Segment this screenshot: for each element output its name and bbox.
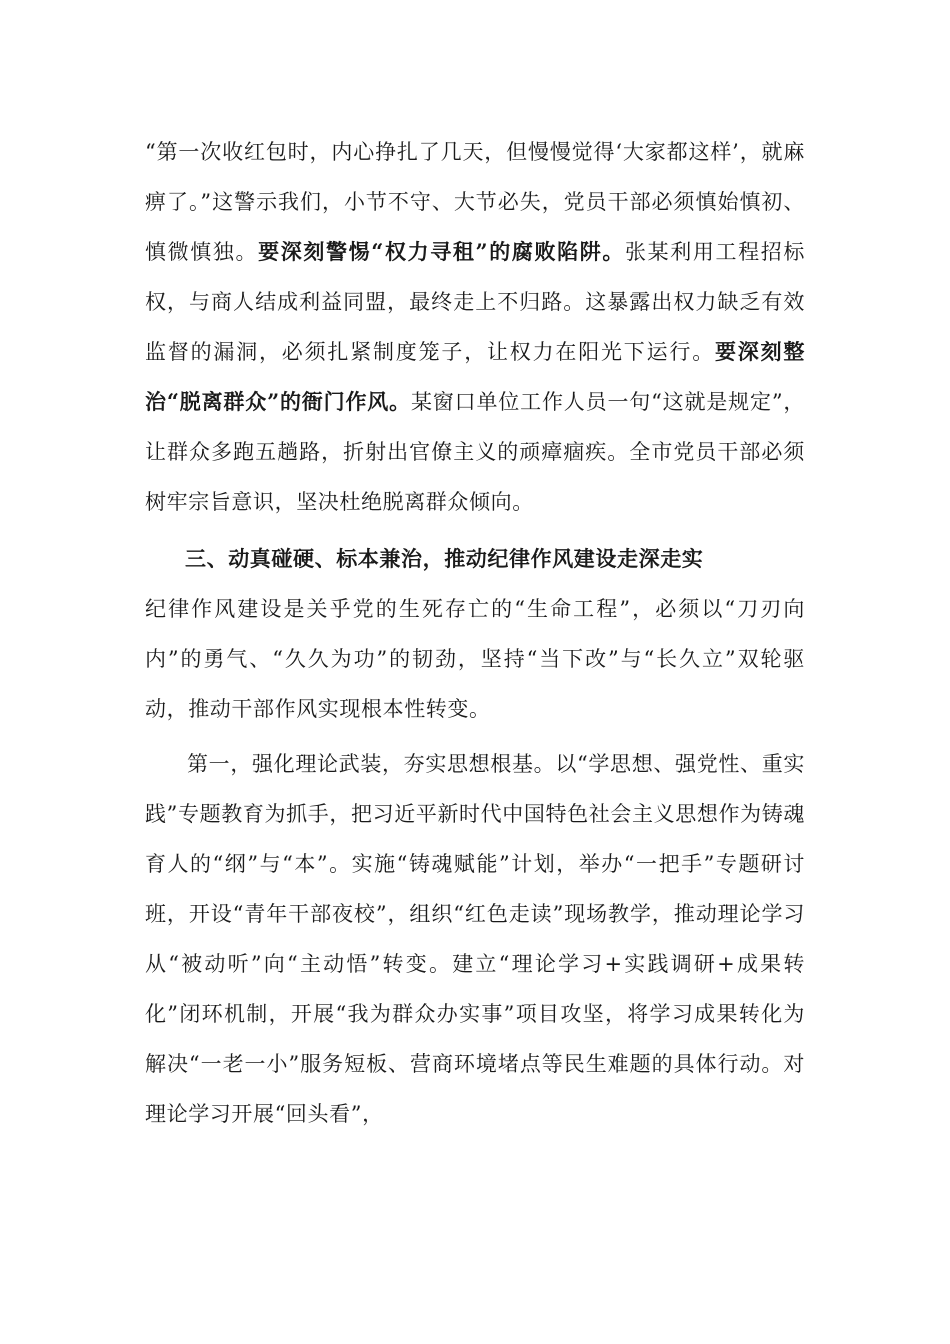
paragraph-theory: 第一，强化理论武装，夯实思想根基。以“学思想、强党性、重实践”专题教育为抓手，把习近平新时代中国特色社会主义思想作为铸魂育人的“纲”与“本”。实施“铸魂赋能”计划，举办“一把手”专题研讨班，开设“青年干部夜校”，组织“红色走读”现场教学，推动理论学习从“被动听”向“主动悟”转变。建立“理论学习+实践调研+成果转化”闭环机制，开展“我为群众办实事”项目攻坚，将学习成果转化为解决“一老一小”服务短板、营商环境堵点等民生难题的具体行动。对理论学习开展“回头看”， [145,752,805,1126]
paragraph-text: “第一次收红包时，内心挣扎了几天，但慢慢觉得‘大家都这样’，就麻痹了。”这警示我们，小节不守、大节必失，党员干部必须慎始慎初、慎微慎独。 [145,140,805,264]
section-heading: 三、动真碰硬、标本兼治，推动纪律作风建设走深走实 [185,546,704,571]
bold-key-point: 要深刻警惕“权力寻租”的腐败陷阱。 [258,239,625,264]
paragraph-text: 张某利用工程招标权，与商人结成利益同盟，最终走上不归路。这暴露出权力缺乏有效监督的漏洞，必须扎紧制度笼子，让权力在阳光下运行。 [145,240,805,364]
bold-key-point: 要深刻整治“脱离群众”的衙门作风。 [145,339,805,414]
paragraph-text: 某窗口单位工作人员一句“这就是规定”，让群众多跑五趟路，折射出官僚主义的顽瘴痼疾。全市党员干部必须树牢宗旨意识，坚决杜绝脱离群众倾向。 [145,390,805,514]
paragraph-intro: 纪律作风建设是关乎党的生死存亡的“生命工程”，必须以“刀刃向内”的勇气、“久久为功”的韧劲，坚持“当下改”与“长久立”双轮驱动，推动干部作风实现根本性转变。 [145,597,805,721]
paragraph-warning-cases [145,127,805,527]
